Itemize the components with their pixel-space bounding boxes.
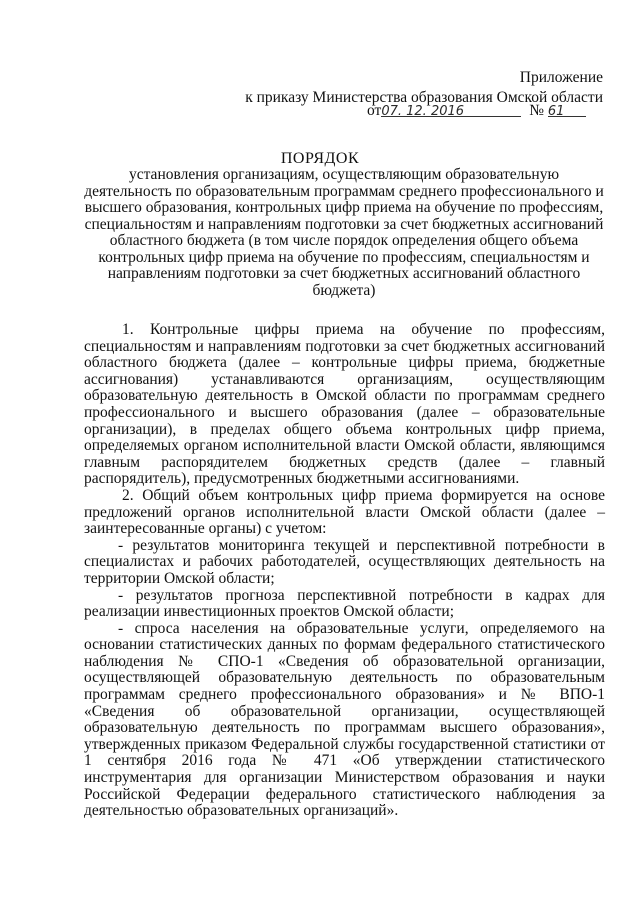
appendix-title: Приложение bbox=[519, 69, 603, 86]
order-date-line bbox=[367, 102, 586, 120]
bullet-item: - спроса населения на образовательные услуги, определяемого на основании статистических данных по формам федерального статистического наблюдения № СПО-1 «Сведения об образовательной организации, осуществляющей образовательную деятельность по образовательным программам среднего профессионального образования» и № ВПО-1 «Сведения об образовательной организации, осуществляющей образовательную деятельность по программам высшего образования», утвержденных приказом Федеральной службы государственной статистики от 1 сентября 2016 года № 471 «Об утверждении статистического инструментария для организации Министерством образования и науки Российской Федерации федерального статистического наблюдения за деятельностью образовательных организаций». bbox=[84, 619, 605, 820]
number-prefix: № bbox=[529, 102, 544, 119]
document-body bbox=[84, 322, 605, 820]
appendix-reference: к приказу Министерства образования Омской области bbox=[245, 89, 603, 106]
document-title: ПОРЯДОК bbox=[280, 150, 360, 167]
bullet-item: - результатов прогноза перспективной потребности в кадрах для реализации инвестиционных проектов Омской области; bbox=[84, 586, 605, 621]
paragraph-1: 1. Контрольные цифры приема на обучение по профессиям, специальностям и направлениям подготовки за счет бюджетных ассигнований областного бюджета (далее – контрольные цифры приема, бюджетные ассигнования) устанавливаются организациям, осуществляющим образовательную деятельность в Омской области по программам среднего профессионального и высшего образования (далее – образовательные организации), в пределах общего объема контрольных цифр приема, определяемых органом исполнительной власти Омской области, являющимся главным распорядителем бюджетных средств (далее – главный распорядитель), предусмотренных бюджетными ассигнованиями. bbox=[84, 321, 605, 488]
number-handwritten: 61 bbox=[547, 104, 565, 119]
date-handwritten: 07. 12. 2016 bbox=[381, 104, 465, 119]
date-field bbox=[381, 102, 521, 117]
bullet-item: - результатов мониторинга текущей и перспективной потребности в специалистах и рабочих работодателей, осуществляющих деятельность на территории Омской области; bbox=[84, 536, 605, 587]
number-field bbox=[548, 102, 586, 117]
paragraph-2: 2. Общий объем контрольных цифр приема формируется на основе предложений органов исполнительной власти Омской области (далее – заинтересованные органы) с учетом: bbox=[84, 486, 605, 538]
date-prefix: от bbox=[367, 102, 382, 119]
document-subtitle: установления организациям, осуществляющим образовательную деятельность по образовательным программам среднего профессионального и высшего образования, контрольных цифр приема на обучение по профессиям, специальностям и направлениям подготовки за счет бюджетных ассигнований областного бюджета (в том числе порядок определения общего объема контрольных цифр приема на обучение по профессиям, специальностям и направлениям подготовки за счет бюджетных ассигнований областного бюджета) bbox=[84, 166, 604, 299]
